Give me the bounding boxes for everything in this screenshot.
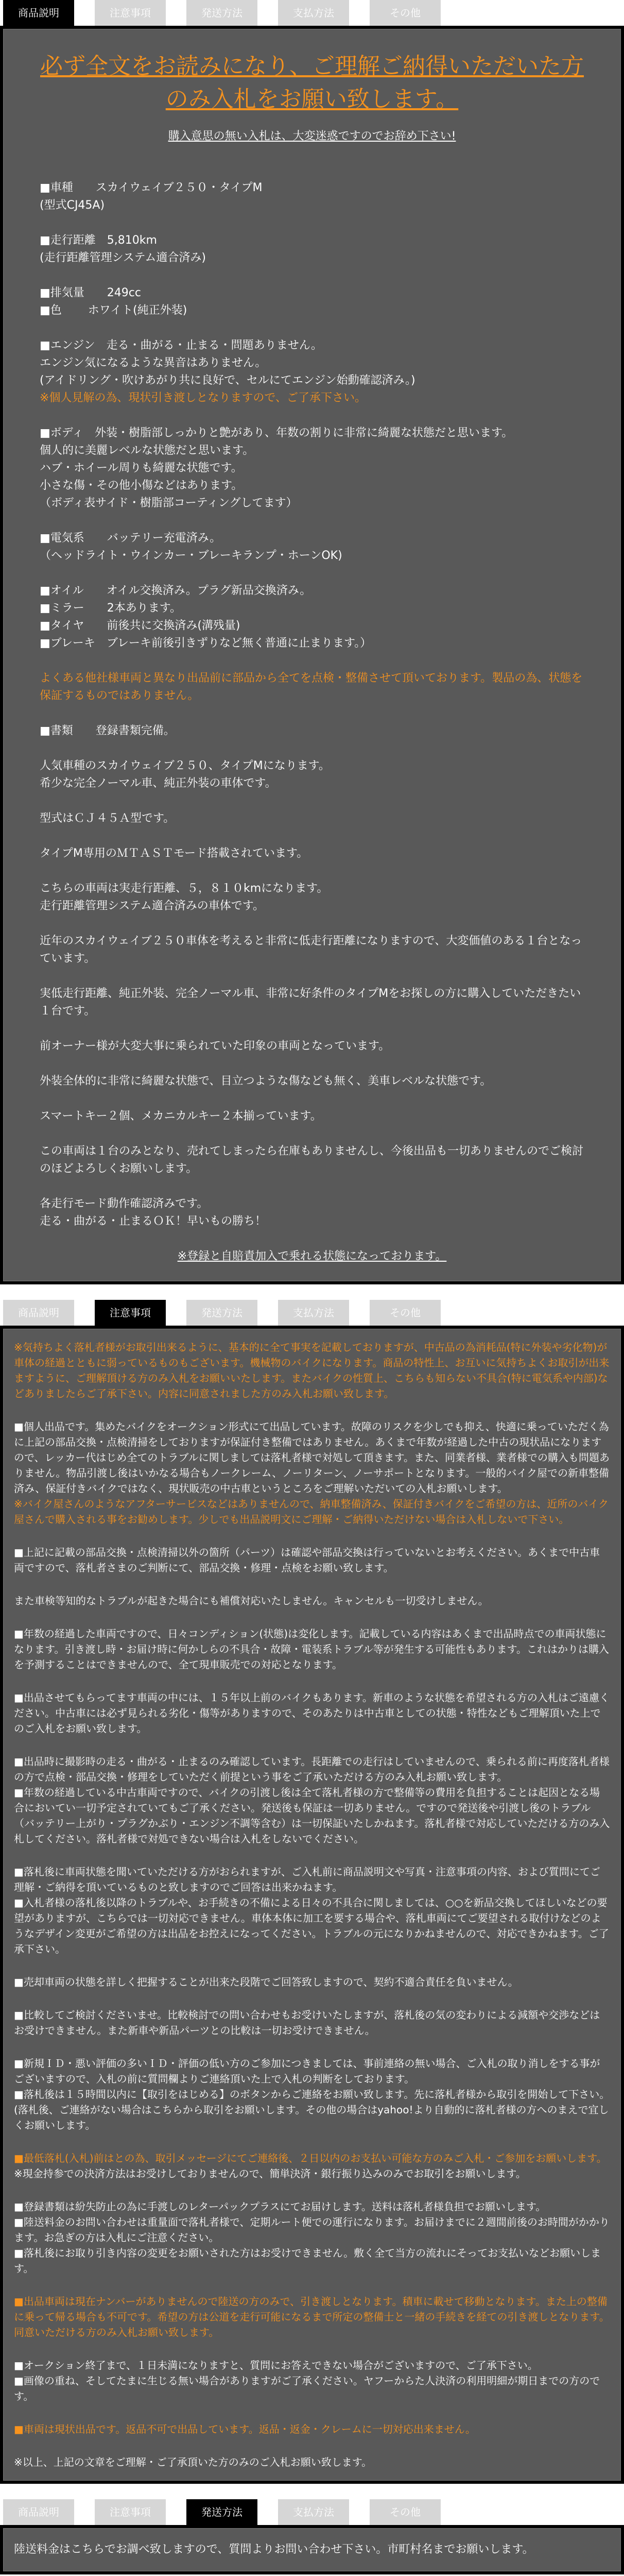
spacer bbox=[14, 1736, 610, 1754]
spacer bbox=[40, 267, 584, 284]
text-line: こちらの車両は実走行距離、５，８１０kmになります。 bbox=[40, 882, 328, 895]
text-line: ■出品車両は現在ナンバーがありませんので陸送の方のみで、引き渡しとなります。積車に載せて移動となります。また上の整備に乗って帰る場合も不可です。希望の方は公道を走行可能になるまで所定の整備士と一緒の手続きを経ての引き渡しとなります。同意いただける方のみ入札お願い致します。 bbox=[14, 2295, 610, 2338]
spacer bbox=[40, 652, 584, 670]
text-line: ■車両は現状出品です。返品不可で出品しています。返品・返金・クレームに一切対応出来ません。 bbox=[14, 2423, 476, 2435]
text-line: 近年のスカイウェイブ２５０車体を考えると非常に低走行距離になりますので、大変価値のある１台となっています。 bbox=[40, 935, 582, 965]
text-line: ■エンジン 走る・曲がる・止まる・問題ありません。 bbox=[40, 339, 323, 352]
caution-lines bbox=[14, 1340, 610, 2470]
tab-other[interactable]: その他 bbox=[370, 1300, 441, 1326]
spacer bbox=[14, 1672, 610, 1690]
text-line: 実低走行距離、純正外装、完全ノーマル車、非常に好条件のタイプMをお探しの方に購入していただきたい１台です。 bbox=[40, 987, 581, 1018]
tab-caution[interactable]: 注意事項 bbox=[95, 0, 166, 26]
text-line: 人気車種のスカイウェイブ２５０、タイプMになります。 bbox=[40, 759, 330, 772]
description-section bbox=[0, 0, 624, 1284]
shipping-panel bbox=[0, 2525, 624, 2574]
spacer bbox=[14, 2181, 610, 2199]
spacer bbox=[14, 2133, 610, 2150]
text-line: ■出品時に撮影時の走る・曲がる・止まるのみ確認しています。長距離での走行はしていませんので、乗られる前に再度落札者様の方で点検・部品交換・修理をしていただく前提という事をご了承いただける方のみ入札お願い致します。 bbox=[14, 1755, 610, 1783]
spacer bbox=[14, 1575, 610, 1593]
text-line: 各走行モード動作確認済みです。 bbox=[40, 1197, 209, 1210]
text-line: ■ブレーキ ブレーキ前後引きずりなど無く普通に止まります。） bbox=[40, 637, 372, 650]
text-line: また車検等知的なトラブルが起きた場合にも補償対応いたしません。キャンセルも一切受けしません。 bbox=[14, 1595, 489, 1607]
text-line: 前オーナー様が大変大事に乗られていた印象の車両となっています。 bbox=[40, 1040, 390, 1053]
text-line: ■個人出品です。集めたバイクをオークション形式にて出品しています。故障のリスクを少しでも抑え、快適に乗っていただく為に上記の部品交換・点検清掃をしておりますが保証付き整備ではありません。あくまで年数が経過した中古の現状品になりますので、レッカー代はじめ全てのトラブルに関しましては落札者様で対処して頂きます。また、同業者様、業者様での購入も問題ありません。物品引渡し後はいかなる場合もノークレーム、ノーリターン、ノーサポートとなります。一般的バイク屋での新車整備済み、保証付きバイクではなく、現状販売の中古車というところをご理解いただいての入札お願いします。 bbox=[14, 1420, 610, 1495]
spacer bbox=[40, 740, 584, 757]
spacer bbox=[14, 1401, 610, 1419]
headline: 必ず全文をお読みになり、ご理解ご納得いただいた方のみ入札をお願い致します。 bbox=[40, 53, 584, 112]
text-line: ■上記に記載の部品交換・点検清掃以外の箇所（パーツ）は確認や部品交換は行っていないとお考えください。あくまで中古車両ですので、落札者さまのご判断にて、部品交換・修理・点検をお願い致します。 bbox=[14, 1546, 600, 1574]
spacer bbox=[40, 827, 584, 845]
text-line: ■ボディ 外装・樹脂部しっかりと艶があり、年数の割りに非常に綺麗な状態だと思います。 bbox=[40, 427, 513, 439]
text-line: ■落札後にお取り引き内容の変更をお願いされた方はお受けできません。敷く全て当方の流れにそってお支払いなどお願いします。 bbox=[14, 2247, 601, 2275]
spacer bbox=[14, 1527, 610, 1545]
spacer bbox=[40, 1125, 584, 1143]
text-line: ※現金持参での決済方法はお受けしておりませんので、簡単決済・銀行振り込みのみでお取引をお願いします。 bbox=[14, 2167, 526, 2180]
description-lines bbox=[40, 179, 584, 1265]
spacer bbox=[40, 512, 584, 530]
text-line: この車両は１台のみとなり、売れてしまったら在庫もありませんし、今後出品も一切ありませんのでご検討のほどよろしくお願いします。 bbox=[40, 1145, 584, 1175]
tab-bar bbox=[0, 0, 624, 26]
text-line: ※以上、上記の文章をご理解・ご了承頂いた方のみのご入札お願い致します。 bbox=[14, 2456, 372, 2468]
text-line: ■登録書類は紛失防止の為に手渡しのレターパックプラスにてお届けします。送料は落札者様負担でお願いします。 bbox=[14, 2200, 546, 2213]
tab-description[interactable]: 商品説明 bbox=[3, 1300, 74, 1326]
tab-bar bbox=[0, 2499, 624, 2525]
text-line: ■比較してご検討くださいませ。比較検討での問い合わせもお受けいたしますが、落札後の気の変わりによる減額や交渉などはお受けできません。また新車や新品パーツとの比較は一切お受けできません。 bbox=[14, 2009, 600, 2037]
spacer bbox=[14, 2404, 610, 2421]
text-line: (型式CJ45A) bbox=[40, 199, 105, 212]
spacer bbox=[14, 2038, 610, 2056]
text-line: 希少な完全ノーマル車、純正外装の車体です。 bbox=[40, 777, 276, 790]
text-line: ※個人見解の為、現状引き渡しとなりますので、ご了承下さい。 bbox=[40, 392, 366, 404]
text-line: ■年数の経過した車両ですので、日々コンディション(状態)は変化します。記載している内容はあくまで出品時点での車両状態になります。引き渡し時・お届け時に何かしらの不具合・故障・電装系トラブル等が発生する可能性もあります。これはかりは購入を予測することはできませんので、全て現車販売での対応となります。 bbox=[14, 1628, 609, 1671]
spacer bbox=[14, 1990, 610, 2007]
tab-shipping[interactable]: 発送方法 bbox=[186, 2499, 257, 2525]
tab-shipping[interactable]: 発送方法 bbox=[186, 1300, 257, 1326]
text-line: ※気持ちよく落札者様がお取引出来るように、基本的に全て事実を記載しておりますが、中古品の為消耗品(特に外装や劣化物)が車体の経過とともに弱っているものもございます。機械物のバイクになります。商品の特性上、お互いに気持ちよくお取引が出来ますように、ご理解頂ける方のみ入札をお願いいたします。またバイクの性質上、こちらも知らない不具合(特に電気系や内部)などありましたらご了承下さい。内容に同意されました方のみ入札お願い致します。 bbox=[14, 1341, 610, 1400]
text-line: ■車種 スカイウェイブ２５０・タイプM bbox=[40, 181, 263, 194]
text-line: (走行距離管理システム適合済み) bbox=[40, 251, 206, 264]
spacer bbox=[14, 2437, 610, 2454]
text-line: ■タイヤ 前後共に交換済み(溝残量) bbox=[40, 619, 240, 632]
spacer bbox=[40, 1178, 584, 1195]
spacer bbox=[40, 792, 584, 810]
text-line: 走行距離管理システム適合済みの車体です。 bbox=[40, 900, 265, 912]
shipping-text: 陸送料金はこちらでお調べ致しますので、質問よりお問い合わせ下さい。市町村名までお願いします。 bbox=[14, 2543, 534, 2556]
text-line: ※登録と自賠責加入で乗れる状態になっております。 bbox=[177, 1250, 447, 1263]
text-line: ■オイル オイル交換済み。プラグ新品交換済み。 bbox=[40, 584, 311, 597]
text-line: よくある他社様車両と異なり出品前に部品から全てを点検・整備させて頂いております。製品の為、状態を保証するものではありません。 bbox=[40, 672, 583, 702]
spacer bbox=[40, 1090, 584, 1108]
tab-payment[interactable]: 支払方法 bbox=[278, 1300, 349, 1326]
tab-description[interactable]: 商品説明 bbox=[3, 0, 74, 26]
text-line: 走る・曲がる・止まるＯＫ！早いもの勝ち！ bbox=[40, 1215, 267, 1228]
spacer bbox=[14, 2276, 610, 2294]
text-line: ■画像の重ね、そしてたまに生じる無い場合がありますがご了承ください。ヤフーからた人決済の利用明細が期日までの方のです。 bbox=[14, 2375, 600, 2402]
text-line: ■電気系 バッテリー充電済み。 bbox=[40, 532, 221, 545]
text-line: タイプM専用のＭＴＡＳＴモード搭載されています。 bbox=[40, 847, 308, 860]
tab-bar bbox=[0, 1300, 624, 1326]
spacer bbox=[40, 214, 584, 232]
tab-other[interactable]: その他 bbox=[370, 2499, 441, 2525]
text-line: ■落札後に車両状態を聞いていただける方がおられますが、ご入札前に商品説明文や写真・注意事項の内容、および質問にてご理解・ご納得を頂いているものと致しますのでご回答は出来かねます。 bbox=[14, 1866, 600, 1893]
tab-payment[interactable]: 支払方法 bbox=[278, 0, 349, 26]
spacer bbox=[40, 1020, 584, 1038]
text-line: ■最低落札(入札)前はとの為、取引メッセージにてご連絡後、２日以内のお支払い可能な方のみご入札・ご参加をお願いします。 bbox=[14, 2152, 607, 2164]
text-line: ■オークション終了まで、１日未満になりますと、質問にお答えできない場合がございますので、ご了承下さい。 bbox=[14, 2359, 538, 2371]
spacer bbox=[40, 319, 584, 337]
tab-caution[interactable]: 注意事項 bbox=[95, 1300, 166, 1326]
spacer bbox=[14, 1608, 610, 1626]
spacer bbox=[40, 407, 584, 425]
text-line: ※バイク屋さんのようなアフターサービスなどはありませんので、納車整備済み、保証付きバイクをご希望の方は、近所のバイク屋さんで購入される事をお勧めします。少しでも出品説明文にご理解・ご納得いただけない場合は入札しないで下さい。 bbox=[14, 1498, 609, 1526]
text-line: ■色 ホワイト(純正外装) bbox=[40, 304, 187, 317]
text-line: ■出品させてもらってます車両の中には、１５年以上前のバイクもあります。新車のような状態を希望される方の入札はご遠慮ください。中古車には必ず見られる劣化・傷等がありますので、そのあたりは中古車としての状態・特性などもご理解頂いた上でのご入札をお願い致します。 bbox=[14, 1691, 610, 1735]
text-line: 小さな傷・その他小傷などはあります。 bbox=[40, 479, 243, 492]
text-line: 型式はＣＪ４５Ａ型です。 bbox=[40, 812, 175, 825]
tab-other[interactable]: その他 bbox=[370, 0, 441, 26]
notice-text: 購入意思の無い入札は、大変迷惑ですのでお辞め下さい! bbox=[168, 130, 456, 143]
tab-caution[interactable]: 注意事項 bbox=[95, 2499, 166, 2525]
spacer bbox=[14, 1846, 610, 1864]
text-line: ■入札者様の落札後以降のトラブルや、お手続きの不備による日々の不具合に関しましては、○○を新品交換してほしいなどの要望がありますが、こちらでは一切対応できません。車体本体に加工を要する場合や、落札車両にてご要望される取付けなどのようなデザイン変更がご希望の方は出品をお控えになってください。トラブルの元になりかねませんので、対応できかねます。ご了承下さい。 bbox=[14, 1896, 609, 1955]
text-line: （ボディ表サイド・樹脂部コーティングしてます） bbox=[40, 497, 298, 510]
tab-shipping[interactable]: 発送方法 bbox=[186, 0, 257, 26]
text-line: （ヘッドライト・ウインカー・ブレーキランプ・ホーンOK) bbox=[40, 549, 342, 562]
text-line: スマートキー２個、メカニカルキー２本揃っています。 bbox=[40, 1110, 322, 1123]
tab-description[interactable]: 商品説明 bbox=[3, 2499, 74, 2525]
spacer bbox=[40, 968, 584, 985]
text-line: (アイドリング・吹けあがり共に良好で、セルにてエンジン始動確認済み。) bbox=[40, 374, 415, 387]
description-body bbox=[3, 29, 621, 1281]
shipping-section bbox=[0, 2499, 624, 2574]
spacer bbox=[40, 1230, 584, 1248]
text-line: ■排気量 249cc bbox=[40, 286, 141, 299]
text-line: ■書類 登録書類完備。 bbox=[40, 724, 175, 737]
text-line: ■陸送料金のお問い合わせは重量面で落札者様で、定期ルート便での運行になります。お届けまでに２週間前後のお時間がかかります。お急ぎの方は入札にご注意ください。 bbox=[14, 2216, 610, 2244]
text-line: ■落札後は１５時間以内に【取引をはじめる】のボタンからご連絡をお願い致します。先に落札者様から取引を開始して下さい。(落札後、ご連絡がない場合はこちらから取引をお願いします。その他の場合はyahoo!より自動的に落札者様の方へのまえで宜しくお願いします。 bbox=[14, 2088, 610, 2131]
text-line: 個人的に美麗レベルな状態だと思います。 bbox=[40, 444, 254, 457]
caution-body bbox=[3, 1329, 621, 2481]
spacer bbox=[40, 862, 584, 880]
tab-payment[interactable]: 支払方法 bbox=[278, 2499, 349, 2525]
spacer bbox=[14, 2340, 610, 2358]
spacer bbox=[40, 705, 584, 722]
description-panel bbox=[0, 26, 624, 1284]
text-line: ■新規ＩＤ・悪い評価の多いＩＤ・評価の低い方のご参加につきましては、事前連絡の無い場合、ご入札の取り消しをする事がございますので、入札の前に質問欄よりご連絡頂いた上で入札の判断をしております。 bbox=[14, 2057, 600, 2085]
spacer bbox=[40, 565, 584, 582]
shipping-body bbox=[3, 2528, 621, 2571]
spacer bbox=[40, 1055, 584, 1073]
text-line: ハブ・ホイール周りも綺麗な状態です。 bbox=[40, 462, 242, 474]
text-line: ■ミラー 2本あります。 bbox=[40, 602, 182, 615]
spacer bbox=[14, 1957, 610, 1974]
caution-panel bbox=[0, 1326, 624, 2484]
text-line: エンジン気になるような異音はありません。 bbox=[40, 357, 267, 369]
text-line: ■売却車両の状態を詳しく把握することが出来た段階でご回答致しますので、契約不適合責任を負いません。 bbox=[14, 1976, 518, 1988]
text-line: ■走行距離 5,810km bbox=[40, 234, 157, 247]
caution-section bbox=[0, 1300, 624, 2484]
text-line: ■年数の経過している中古車両ですので、バイクの引渡し後は全て落札者様の方で整備等の費用を負担することは起因となる場合においてい一切予定されていてもご了承ください。発送後も保証は一切ありません。ですので発送後や引渡し後のトラブル（バッテリー上がり・プラグかぶり・エンジン不調等含む）は一切保証いたしかねます。落札者様で対応していただける方のみ入札してください。落札者様で対処できない場合は入札をしないでください。 bbox=[14, 1786, 610, 1845]
spacer bbox=[40, 915, 584, 933]
text-line: 外装全体的に非常に綺麗な状態で、目立つような傷なども無く、美車レベルな状態です。 bbox=[40, 1075, 492, 1088]
